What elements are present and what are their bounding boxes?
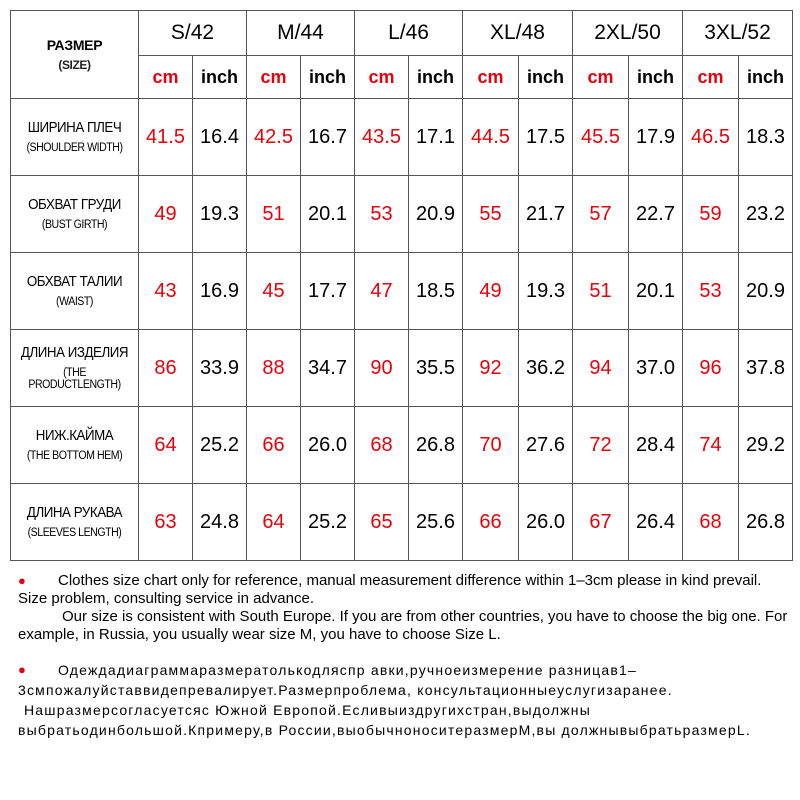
value-cm: 72: [573, 407, 629, 484]
measurement-label-cell: [11, 407, 139, 484]
measurement-label-cell: [11, 99, 139, 176]
value-cm: 70: [463, 407, 519, 484]
value-cm: 64: [139, 407, 193, 484]
value-inch: 29.2: [739, 407, 793, 484]
measurement-row: [11, 99, 793, 176]
size-chart-body: [11, 99, 793, 561]
value-inch: 26.4: [629, 484, 683, 561]
value-cm: 68: [683, 484, 739, 561]
unit-inch-label: inch: [629, 56, 683, 99]
russian-note-line2: Нашразмерсогласуетсяс Южной Европой.Есливыиздругихстран,выдолжны выбратьодинбольшой.Кпримеру,в России,выобычноноситеразмерМ,вы должнывыбратьразмерL.: [18, 702, 751, 738]
value-cm: 67: [573, 484, 629, 561]
value-inch: 21.7: [519, 176, 573, 253]
measurement-label: ДЛИНА РУКАВА: [26, 505, 123, 521]
measurement-sublabel: (WAIST): [56, 296, 93, 308]
value-cm: 74: [683, 407, 739, 484]
value-inch: 16.7: [301, 99, 355, 176]
measurement-sublabel: (THE PRODUCTLENGTH): [28, 367, 121, 391]
measurement-sublabel: (SHOULDER WIDTH): [26, 142, 123, 154]
value-cm: 47: [355, 253, 409, 330]
value-cm: 57: [573, 176, 629, 253]
measurement-row: [11, 330, 793, 407]
value-inch: 27.6: [519, 407, 573, 484]
value-inch: 26.8: [739, 484, 793, 561]
measurement-label-cell: [11, 176, 139, 253]
value-cm: 66: [463, 484, 519, 561]
value-inch: 37.8: [739, 330, 793, 407]
value-cm: 90: [355, 330, 409, 407]
measurement-row: [11, 253, 793, 330]
measurement-label-cell: [11, 253, 139, 330]
size-chart-table: [10, 10, 793, 561]
value-cm: 94: [573, 330, 629, 407]
value-inch: 26.0: [301, 407, 355, 484]
value-cm: 42.5: [247, 99, 301, 176]
value-inch: 17.9: [629, 99, 683, 176]
unit-cm-label: cm: [463, 56, 519, 99]
value-inch: 33.9: [193, 330, 247, 407]
unit-inch-label: inch: [193, 56, 247, 99]
value-cm: 43: [139, 253, 193, 330]
value-cm: 51: [247, 176, 301, 253]
unit-cm-label: cm: [247, 56, 301, 99]
measurement-sublabel: (THE BOTTOM HEM): [26, 450, 123, 462]
size-header-title: РАЗМЕР: [46, 37, 103, 53]
value-cm: 86: [139, 330, 193, 407]
value-cm: 53: [355, 176, 409, 253]
value-inch: 34.7: [301, 330, 355, 407]
value-inch: 17.7: [301, 253, 355, 330]
value-cm: 41.5: [139, 99, 193, 176]
english-note-line2: Our size is consistent with South Europe. If you are from other countries, you have to choose the big one. For example, in Russia, you usually wear size M, you have to choose Size L.: [18, 608, 788, 643]
value-inch: 24.8: [193, 484, 247, 561]
value-cm: 59: [683, 176, 739, 253]
value-cm: 88: [247, 330, 301, 407]
size-label-m: M/44: [247, 11, 355, 56]
value-cm: 43.5: [355, 99, 409, 176]
value-cm: 51: [573, 253, 629, 330]
value-cm: 92: [463, 330, 519, 407]
size-label-2xl: 2XL/50: [573, 11, 683, 56]
bullet-icon: ●: [18, 662, 28, 677]
measurement-label: ШИРИНА ПЛЕЧ: [27, 120, 122, 136]
value-cm: 46.5: [683, 99, 739, 176]
size-label-3xl: 3XL/52: [683, 11, 793, 56]
measurement-row: [11, 176, 793, 253]
value-inch: 20.9: [739, 253, 793, 330]
measurement-sublabel: (BUST GIRTH): [41, 219, 108, 231]
size-label-xl: XL/48: [463, 11, 573, 56]
value-cm: 45: [247, 253, 301, 330]
unit-inch-label: inch: [301, 56, 355, 99]
russian-note-line1: ● Одеждадиаграммаразмератолькодляспр авки,ручноеизмерение разницав1–3смпожалуйставвидепревалирует.Размерпроблема, консультационныеуслугизаранее.: [18, 662, 673, 698]
value-cm: 96: [683, 330, 739, 407]
value-inch: 18.3: [739, 99, 793, 176]
value-inch: 16.9: [193, 253, 247, 330]
value-inch: 35.5: [409, 330, 463, 407]
size-label-s: S/42: [139, 11, 247, 56]
measurement-label: ДЛИНА ИЗДЕЛИЯ: [20, 345, 129, 361]
value-inch: 19.3: [193, 176, 247, 253]
value-inch: 28.4: [629, 407, 683, 484]
size-label-l: L/46: [355, 11, 463, 56]
value-inch: 17.1: [409, 99, 463, 176]
value-cm: 64: [247, 484, 301, 561]
value-cm: 53: [683, 253, 739, 330]
english-note: [18, 572, 793, 644]
value-cm: 65: [355, 484, 409, 561]
value-inch: 20.1: [629, 253, 683, 330]
value-inch: 36.2: [519, 330, 573, 407]
size-header-subtitle: (SIZE): [58, 58, 91, 72]
value-cm: 45.5: [573, 99, 629, 176]
value-cm: 44.5: [463, 99, 519, 176]
value-cm: 68: [355, 407, 409, 484]
unit-inch-label: inch: [519, 56, 573, 99]
value-inch: 37.0: [629, 330, 683, 407]
measurement-sublabel: (SLEEVES LENGTH): [27, 527, 122, 539]
unit-cm-label: cm: [573, 56, 629, 99]
value-inch: 19.3: [519, 253, 573, 330]
value-inch: 20.9: [409, 176, 463, 253]
value-inch: 18.5: [409, 253, 463, 330]
value-inch: 16.4: [193, 99, 247, 176]
value-inch: 25.6: [409, 484, 463, 561]
measurement-label-cell: [11, 484, 139, 561]
value-cm: 66: [247, 407, 301, 484]
unit-inch-label: inch: [409, 56, 463, 99]
bullet-icon: ●: [18, 573, 26, 588]
value-cm: 63: [139, 484, 193, 561]
value-inch: 17.5: [519, 99, 573, 176]
value-inch: 20.1: [301, 176, 355, 253]
unit-inch-label: inch: [739, 56, 793, 99]
english-note-line1: ● Clothes size chart only for reference, manual measurement difference within 1–3cm please in kind prevail. Size problem, consulting service in advance.: [18, 572, 762, 607]
value-inch: 23.2: [739, 176, 793, 253]
unit-cm-label: cm: [355, 56, 409, 99]
measurement-label-cell: [11, 330, 139, 407]
measurement-row: [11, 484, 793, 561]
russian-note: [18, 660, 793, 740]
value-inch: 25.2: [193, 407, 247, 484]
measurement-label: ОБХВАТ ТАЛИИ: [26, 274, 123, 290]
value-cm: 49: [139, 176, 193, 253]
measurement-label: ОБХВАТ ГРУДИ: [28, 197, 121, 213]
unit-cm-label: cm: [683, 56, 739, 99]
value-inch: 26.8: [409, 407, 463, 484]
value-cm: 55: [463, 176, 519, 253]
value-inch: 26.0: [519, 484, 573, 561]
notes-section: [18, 572, 793, 756]
size-header-cell: [11, 11, 139, 99]
value-inch: 22.7: [629, 176, 683, 253]
measurement-row: [11, 407, 793, 484]
measurement-label: НИЖ.КАЙМА: [35, 428, 114, 444]
unit-cm-label: cm: [139, 56, 193, 99]
value-cm: 49: [463, 253, 519, 330]
value-inch: 25.2: [301, 484, 355, 561]
